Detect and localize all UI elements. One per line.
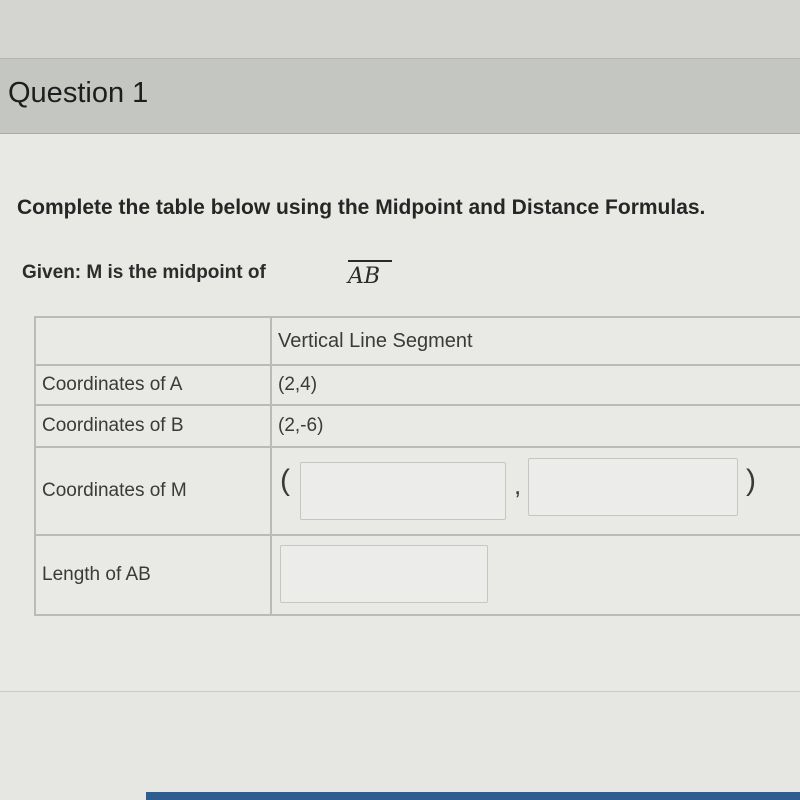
segment-ab: AB	[348, 264, 381, 289]
coordinates-m-cell	[271, 447, 800, 535]
length-ab-input[interactable]	[280, 545, 488, 603]
row-label-m: Coordinates of M	[35, 447, 271, 535]
answer-table	[34, 316, 800, 616]
midpoint-input-group	[278, 456, 796, 526]
midpoint-y-input[interactable]	[528, 458, 738, 516]
table-row	[35, 405, 800, 447]
length-input-wrap	[278, 543, 796, 607]
table-header-row	[35, 317, 800, 365]
row-label-a: Coordinates of A	[35, 365, 271, 405]
open-paren: (	[280, 464, 290, 497]
column-header-label: Vertical Line Segment	[278, 329, 473, 352]
coordinates-b-value: (2,-6)	[271, 405, 800, 447]
empty-header-cell	[35, 317, 271, 365]
row-label-length: Length of AB	[35, 535, 271, 615]
instruction-text: Complete the table below using the Midpoint and Distance Formulas.	[17, 196, 706, 219]
row-label-b: Coordinates of B	[35, 405, 271, 447]
question-content	[0, 134, 800, 692]
length-cell	[271, 535, 800, 615]
segment-overline	[348, 260, 392, 262]
question-title: Question 1	[8, 77, 149, 109]
top-band	[0, 0, 800, 58]
midpoint-x-input[interactable]	[300, 462, 506, 520]
table-row	[35, 535, 800, 615]
bottom-accent-bar	[146, 792, 800, 800]
question-header	[0, 58, 800, 134]
coordinates-a-value: (2,4)	[271, 365, 800, 405]
given-text: Given: M is the midpoint of	[22, 262, 266, 283]
column-header	[271, 317, 800, 365]
close-paren: )	[746, 464, 756, 497]
comma-separator: ,	[514, 470, 522, 500]
table-row	[35, 447, 800, 535]
table-row	[35, 365, 800, 405]
